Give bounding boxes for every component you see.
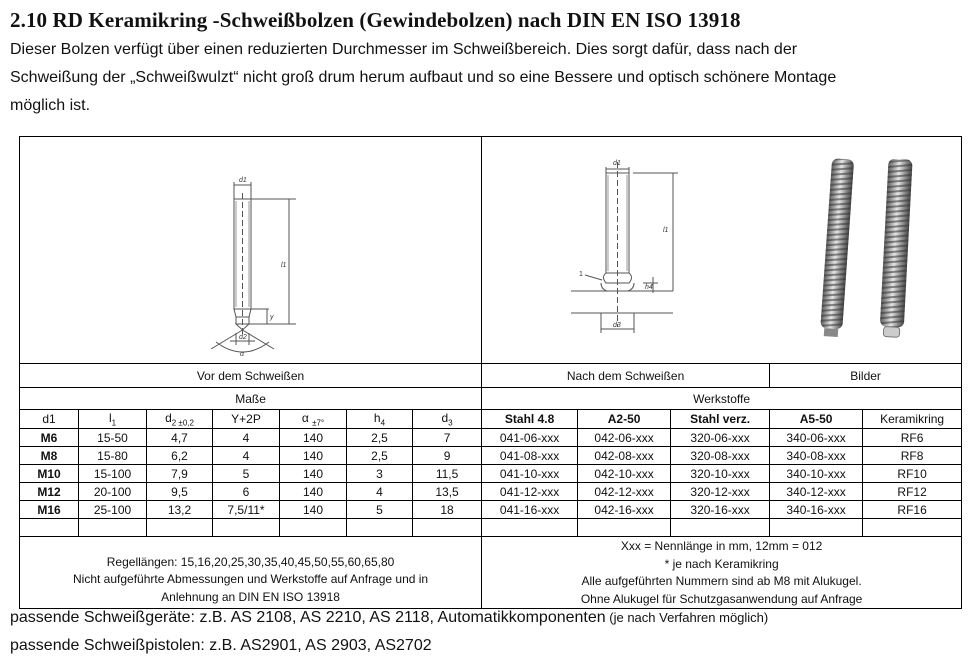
section-dimensions: Maße — [20, 388, 482, 410]
cell-a550: 340-10-xxx — [770, 465, 863, 483]
header-h4-sub: 4 — [380, 418, 386, 428]
header-h4 — [347, 410, 413, 429]
header-l1-sub: 1 — [111, 418, 117, 428]
cell-a250: 042-06-xxx — [578, 429, 671, 447]
cell-l1: 15-100 — [79, 465, 147, 483]
cell-l1: 15-50 — [79, 429, 147, 447]
cell-ring: RF8 — [863, 447, 962, 465]
note-line: Regellängen: 15,16,20,25,30,35,40,45,50,55,60,65,80 — [106, 554, 395, 569]
cell-d1: M10 — [20, 465, 79, 483]
cell-d1: M16 — [20, 501, 79, 519]
header-d1: d1 — [20, 410, 79, 429]
footer-devices — [10, 609, 768, 627]
cell-h4: 4 — [347, 483, 413, 501]
cell-d2: 13,2 — [147, 501, 213, 519]
cell-alpha: 140 — [280, 465, 347, 483]
header-d3-sub: 3 — [448, 418, 453, 428]
cell-d3: 7 — [413, 429, 482, 447]
note-line: Anlehnung an DIN EN ISO 13918 — [161, 589, 340, 604]
cell-d3: 11,5 — [413, 465, 482, 483]
cell-d2: 7,9 — [147, 465, 213, 483]
table-row — [20, 483, 962, 501]
cell-a250: 042-16-xxx — [578, 501, 671, 519]
cell-h4: 2,5 — [347, 429, 413, 447]
bolt-drawing-before — [21, 137, 481, 360]
intro-line: möglich ist. — [10, 97, 91, 114]
table-row — [20, 465, 962, 483]
header-a550: A5-50 — [770, 410, 863, 429]
cell-h4: 2,5 — [347, 447, 413, 465]
header-alpha-sub: ±7° — [312, 418, 325, 428]
notes-right — [482, 537, 962, 609]
header-a250: A2-50 — [578, 410, 671, 429]
cell-y2p: 4 — [213, 429, 280, 447]
dim-d1-label: d1 — [612, 160, 621, 167]
footer-devices-text: passende Schweißgeräte: z.B. AS 2108, AS 2210, AS 2118, Automatikkomponenten — [10, 609, 606, 626]
header-stahlverz: Stahl verz. — [671, 410, 770, 429]
dim-d3-label: d3 — [612, 322, 621, 329]
dim-d1-label: d1 — [238, 177, 247, 184]
intro-line: Schweißung der „Schweißwulzt“ nicht groß drum herum aufbaut und so eine Bessere und optisch schönere Montage — [10, 69, 837, 86]
note-line: Nicht aufgeführte Abmessungen und Werkstoffe auf Anfrage und in — [72, 572, 429, 586]
header-h4-main: h — [373, 410, 381, 425]
cell-stahl48: 041-06-xxx — [482, 429, 578, 447]
cell-ring: RF16 — [863, 501, 962, 519]
dim-alpha-label: α — [239, 351, 244, 358]
header-l1-main: l — [108, 410, 112, 425]
table-row — [20, 501, 962, 519]
header-d2-main: d — [165, 410, 172, 425]
cell-d3: 13,5 — [413, 483, 482, 501]
cell-a550: 340-08-xxx — [770, 447, 863, 465]
intro-text — [10, 36, 960, 120]
notes-left — [20, 537, 482, 609]
caption-pictures: Bilder — [770, 364, 962, 388]
cell-stahl48: 041-10-xxx — [482, 465, 578, 483]
intro-line: Dieser Bolzen verfügt über einen reduzierten Durchmesser im Schweißbereich. Dies sorgt dafür, dass nach der — [10, 41, 798, 58]
spec-table — [19, 136, 962, 609]
footer-devices-note: (je nach Verfahren möglich) — [605, 610, 769, 625]
cell-h4: 3 — [347, 465, 413, 483]
header-y2p: Y+2P — [213, 410, 280, 429]
note-line: Xxx = Nennlänge in mm, 12mm = 012 — [620, 539, 823, 553]
cell-ring: RF12 — [863, 483, 962, 501]
header-ring: Keramikring — [863, 410, 962, 429]
cell-y2p: 6 — [213, 483, 280, 501]
cell-h4: 5 — [347, 501, 413, 519]
column-header-row — [20, 410, 962, 429]
cell-stahlverz: 320-16-xxx — [671, 501, 770, 519]
cell-stahlverz: 320-06-xxx — [671, 429, 770, 447]
drawing-after-cell — [482, 137, 770, 364]
cell-d1: M6 — [20, 429, 79, 447]
header-alpha — [280, 410, 347, 429]
cell-stahl48: 041-08-xxx — [482, 447, 578, 465]
photo-cell — [770, 137, 962, 364]
table-row — [20, 429, 962, 447]
cell-l1: 15-80 — [79, 447, 147, 465]
table-row — [20, 447, 962, 465]
callout-marker: 1 — [578, 271, 583, 278]
cell-stahl48: 041-16-xxx — [482, 501, 578, 519]
cell-d2: 6,2 — [147, 447, 213, 465]
cell-a550: 340-12-xxx — [770, 483, 863, 501]
header-d3 — [413, 410, 482, 429]
cell-stahlverz: 320-08-xxx — [671, 447, 770, 465]
cell-d3: 18 — [413, 501, 482, 519]
cell-d2: 9,5 — [147, 483, 213, 501]
section-materials: Werkstoffe — [482, 388, 962, 410]
dim-h4-label: h4 — [644, 284, 653, 291]
dim-l1-label: l1 — [662, 227, 669, 234]
cell-stahlverz: 320-12-xxx — [671, 483, 770, 501]
cell-a550: 340-06-xxx — [770, 429, 863, 447]
dim-y-label: y — [269, 314, 274, 321]
cell-alpha: 140 — [280, 483, 347, 501]
note-line: * je nach Keramikring — [664, 556, 779, 571]
caption-after: Nach dem Schweißen — [482, 364, 770, 388]
cell-stahlverz: 320-10-xxx — [671, 465, 770, 483]
header-l1 — [79, 410, 147, 429]
cell-a250: 042-12-xxx — [578, 483, 671, 501]
cell-alpha: 140 — [280, 429, 347, 447]
note-line: Ohne Alukugel für Schutzgasanwendung auf Anfrage — [580, 591, 863, 606]
note-line: Alle aufgeführten Nummern sind ab M8 mit Alukugel. — [581, 574, 862, 588]
footer-guns: passende Schweißpistolen: z.B. AS2901, AS 2903, AS2702 — [10, 637, 432, 654]
header-d3-main: d — [441, 410, 449, 425]
header-stahl48: Stahl 4.8 — [482, 410, 578, 429]
bolt-drawing-after — [483, 137, 769, 360]
cell-alpha: 140 — [280, 447, 347, 465]
bolt-photo — [770, 137, 960, 360]
cell-d1: M8 — [20, 447, 79, 465]
header-d2 — [147, 410, 213, 429]
cell-y2p: 4 — [213, 447, 280, 465]
header-alpha-main: α — [301, 410, 309, 425]
cell-l1: 20-100 — [79, 483, 147, 501]
cell-stahl48: 041-12-xxx — [482, 483, 578, 501]
cell-ring: RF10 — [863, 465, 962, 483]
cell-a250: 042-08-xxx — [578, 447, 671, 465]
table-row-empty — [20, 519, 962, 537]
header-d2-sub: 2 ±0,2 — [171, 418, 194, 428]
cell-a550: 340-16-xxx — [770, 501, 863, 519]
page-title: 2.10 RD Keramikring -Schweißbolzen (Gewindebolzen) nach DIN EN ISO 13918 — [10, 8, 741, 32]
cell-d2: 4,7 — [147, 429, 213, 447]
dim-l1-label: l1 — [280, 262, 286, 269]
cell-y2p: 5 — [213, 465, 280, 483]
cell-y2p: 7,5/11* — [213, 501, 280, 519]
cell-d1: M12 — [20, 483, 79, 501]
caption-before: Vor dem Schweißen — [20, 364, 482, 388]
cell-a250: 042-10-xxx — [578, 465, 671, 483]
dim-d2-label: d2 — [238, 334, 247, 341]
cell-ring: RF6 — [863, 429, 962, 447]
cell-alpha: 140 — [280, 501, 347, 519]
cell-l1: 25-100 — [79, 501, 147, 519]
drawing-before-cell — [20, 137, 482, 364]
cell-d3: 9 — [413, 447, 482, 465]
